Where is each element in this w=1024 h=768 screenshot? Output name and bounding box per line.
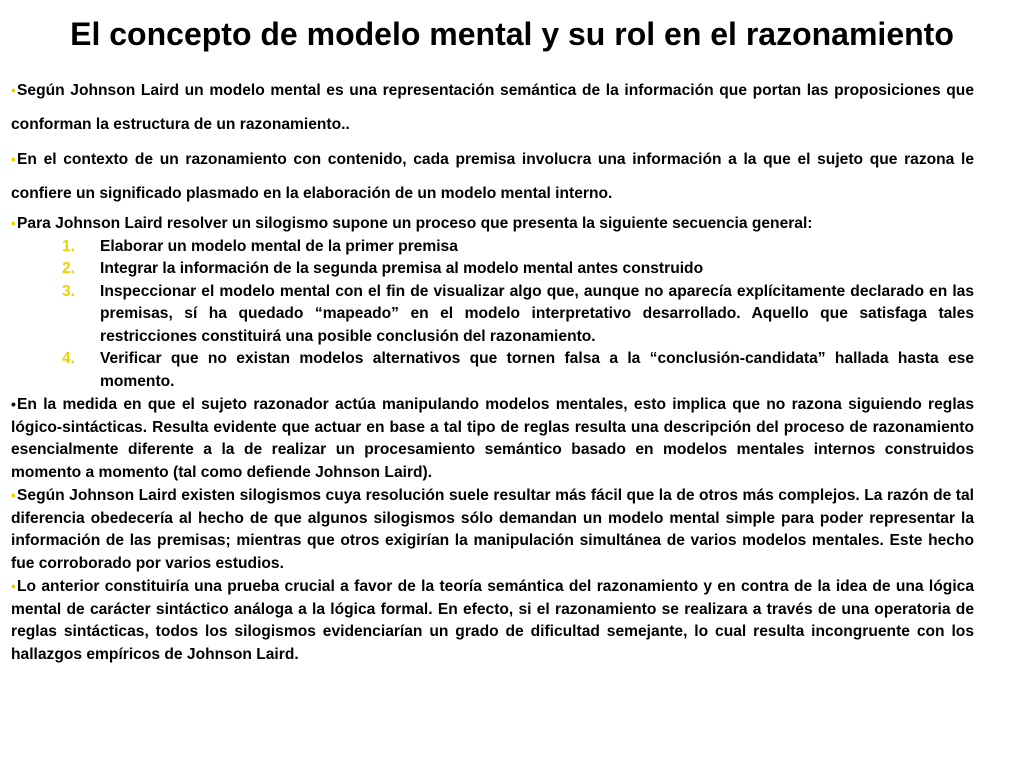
step-text: Verificar que no existan modelos alternativos que tornen falsa a la “conclusión-candidata” hallada hasta ese momento. (100, 350, 974, 390)
bullet-icon: • (11, 578, 16, 594)
paragraph-text: En el contexto de un razonamiento con contenido, cada premisa involucra una información a la que el sujeto que razona le confiere un significado plasmado en la elaboración de un modelo mental interno. (11, 151, 974, 202)
step-number: 4. (62, 350, 76, 367)
list-item (11, 236, 974, 259)
slide-content (11, 73, 974, 666)
step-text: Integrar la información de la segunda premisa al modelo mental antes construido (100, 260, 704, 277)
paragraph-syllogism-process (11, 212, 974, 236)
list-item (11, 258, 974, 281)
list-item (11, 281, 974, 349)
bullet-icon: • (11, 487, 16, 503)
paragraph-text: Lo anterior constituiría una prueba crucial a favor de la teoría semántica del razonamiento y en contra de la idea de una lógica mental de carácter sintáctico análoga a la lógica formal. En efecto, si el razonamiento se realizara a través de una operatoria de reglas sintácticas, todos los silogismos evidenciarían un grado de dificultad semejante, lo cual resulta incongruente con los hallazgos empíricos de Johnson Laird. (11, 578, 974, 663)
list-item (11, 348, 974, 393)
bullet-icon: • (11, 215, 16, 231)
slide-title: El concepto de modelo mental y su rol en el razonamiento (70, 16, 954, 52)
step-text: Elaborar un modelo mental de la primer premisa (100, 237, 458, 255)
paragraph-mental-model-definition (11, 73, 974, 142)
step-number: 1. (62, 237, 76, 255)
paragraph-text: Según Johnson Laird existen silogismos cuya resolución suele resultar más fácil que la de otros más complejos. La razón de tal diferencia obedecería al hecho de que algunos silogismos sólo demandan un modelo mental simple para poder representar la información de las premisas; mientras que otros exigirían la manipulación simultánea de varios modelos mentales. Este hecho fue corroborado por varios estudios. (11, 487, 974, 572)
bullet-icon: • (11, 396, 16, 412)
paragraph-content-reasoning (11, 142, 974, 211)
paragraph-semantic-theory-evidence (11, 575, 974, 666)
bullet-icon: • (11, 82, 16, 98)
step-number: 2. (62, 260, 76, 277)
step-text: Inspeccionar el modelo mental con el fin de visualizar algo que, aunque no aparecía explícitamente declarado en las premisas, sí ha quedado “mapeado” en el modelo interpretativo desarrollado. Aquello que satisfaga tales restricciones constituirá una posible conclusión del razonamiento. (100, 282, 974, 345)
paragraph-text: Para Johnson Laird resolver un silogismo supone un proceso que presenta la siguiente secuencia general: (17, 215, 813, 232)
step-number: 3. (62, 282, 76, 300)
paragraph-text: En la medida en que el sujeto razonador actúa manipulando modelos mentales, esto implica que no razona siguiendo reglas lógico-sintácticas. Resulta evidente que actuar en base a tal tipo de reglas resulta una descripción del proceso de razonamiento esencialmente diferente a la de realizar un procesamiento semántico basado en modelos mentales internos construidos momento a momento (tal como defiende Johnson Laird). (11, 396, 974, 481)
paragraph-text: Según Johnson Laird un modelo mental es una representación semántica de la información que portan las proposiciones que conforman la estructura de un razonamiento.. (11, 82, 974, 133)
paragraph-mental-models-vs-rules (11, 393, 974, 484)
steps-list (11, 236, 974, 394)
bullet-icon: • (11, 151, 16, 167)
paragraph-syllogism-difficulty (11, 484, 974, 575)
